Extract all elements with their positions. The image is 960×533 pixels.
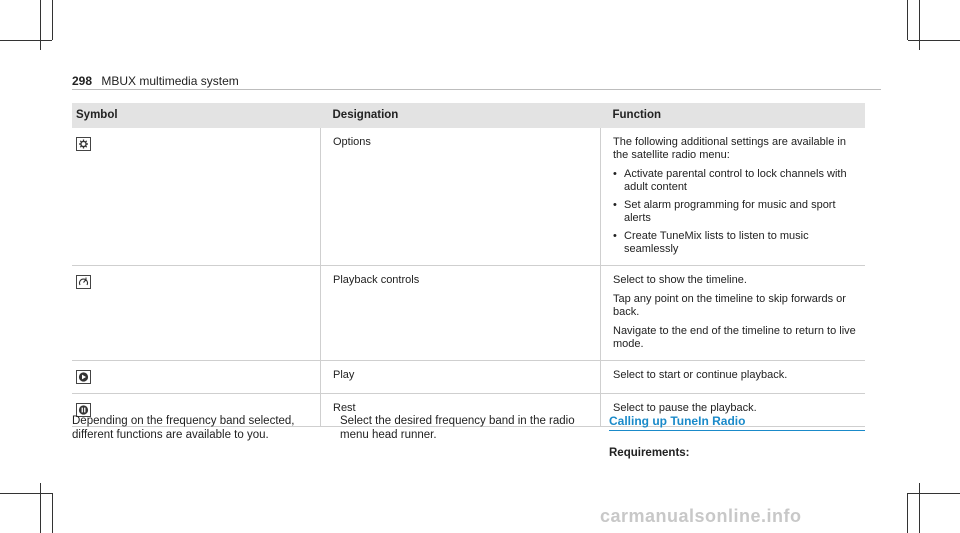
page-number: 298 (72, 74, 93, 88)
table-row (72, 361, 865, 394)
header-rule (72, 89, 881, 90)
play-icon (76, 370, 91, 384)
crop-mark (52, 493, 53, 533)
list-item: • Activate parental control to lock channels with adult content (613, 168, 859, 194)
section-name: MBUX multimedia system (101, 74, 239, 88)
column-header-symbol: Symbol (72, 103, 321, 128)
crop-mark (0, 493, 52, 494)
crop-mark (908, 493, 960, 494)
requirements-label: Requirements: (609, 447, 690, 459)
designation-cell: Options (321, 128, 601, 266)
crop-mark (919, 0, 920, 50)
symbol-cell (72, 361, 321, 394)
designation-cell: Play (321, 361, 601, 394)
symbol-cell (72, 128, 321, 266)
crop-mark (907, 493, 908, 533)
designation-cell: Rest (321, 394, 601, 427)
crop-mark (907, 0, 908, 40)
symbol-table (72, 103, 865, 427)
crop-mark (40, 0, 41, 50)
watermark: carmanualsonline.info (600, 506, 802, 526)
section-tunein (609, 414, 865, 460)
function-text: Navigate to the end of the timeline to return to live mode. (613, 325, 856, 350)
timeline-icon (76, 275, 91, 289)
gear-icon (76, 137, 91, 151)
column-header-designation: Designation (321, 103, 601, 128)
function-text: Tap any point on the timeline to skip forwards or back. (613, 293, 846, 318)
crop-mark (40, 483, 41, 533)
crop-mark (908, 40, 960, 41)
function-text: Select to show the timeline. (613, 274, 747, 286)
function-cell (601, 128, 866, 266)
function-text: Select to start or continue playback. (613, 369, 788, 381)
list-item: • Set alarm programming for music and sport alerts (613, 199, 859, 225)
function-list (613, 168, 859, 256)
section-title: Calling up TuneIn Radio (609, 414, 865, 431)
table-header-row (72, 103, 865, 128)
body-text-frequency-band: Depending on the frequency band selected, different functions are available to you. (72, 415, 295, 441)
table-row (72, 128, 865, 266)
function-cell (601, 266, 866, 361)
table-row (72, 266, 865, 361)
crop-mark (919, 483, 920, 533)
page-header (72, 74, 239, 88)
function-text: The following additional settings are available in the satellite radio menu: (613, 136, 846, 161)
designation-cell: Playback controls (321, 266, 601, 361)
function-cell (601, 361, 866, 394)
crop-mark (52, 0, 53, 40)
column-header-function: Function (601, 103, 866, 128)
body-text-select-band: Select the desired frequency band in the radio menu head runner. (340, 415, 575, 441)
list-item: • Create TuneMix lists to listen to music seamlessly (613, 230, 859, 256)
crop-mark (0, 40, 52, 41)
function-text: Select to pause the playback. (613, 402, 757, 414)
symbol-cell (72, 266, 321, 361)
